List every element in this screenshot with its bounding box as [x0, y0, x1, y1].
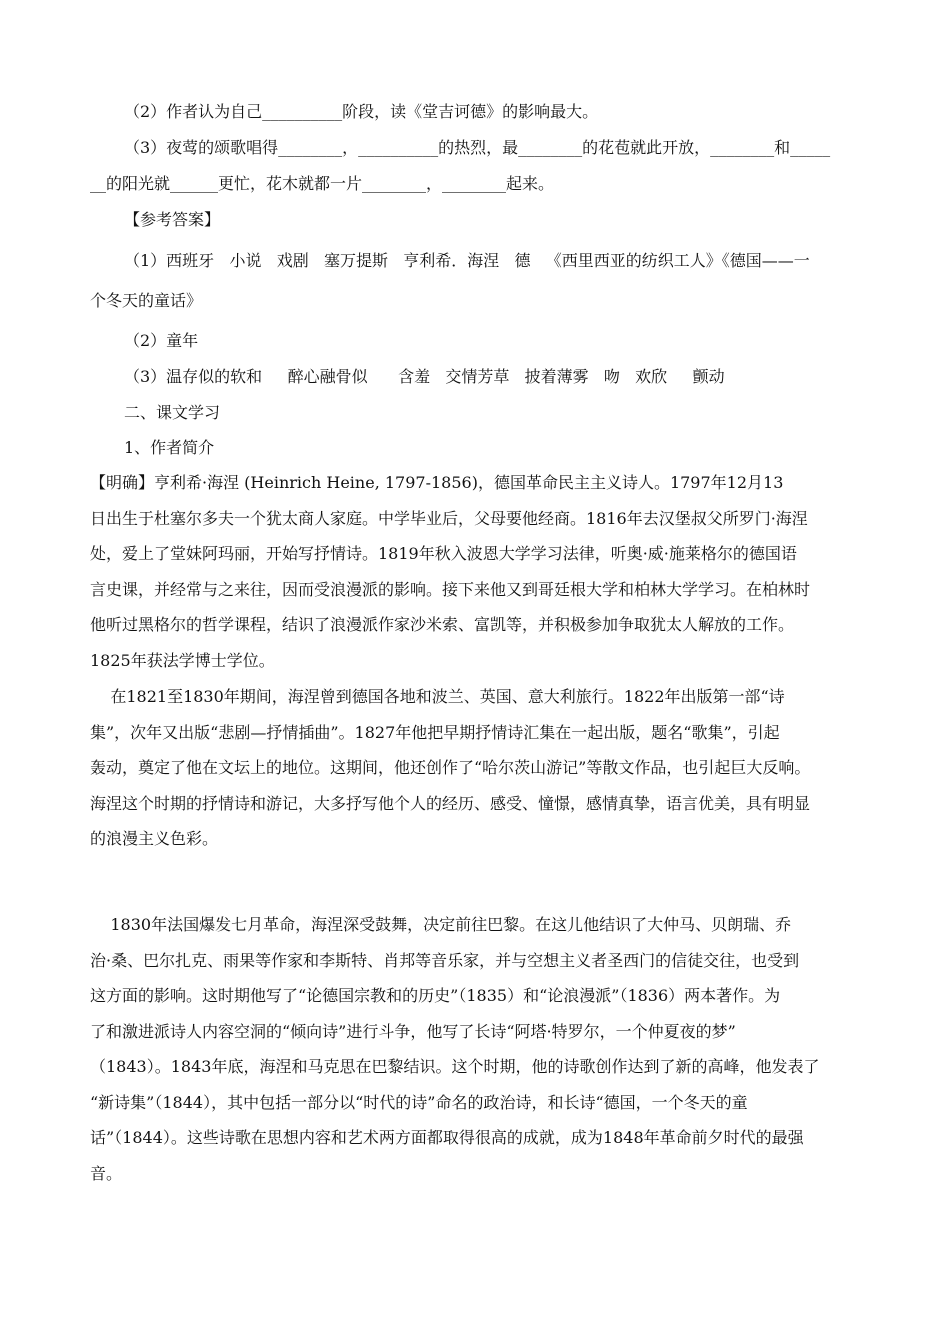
bio-p2-line: 在1821至1830年期间，海涅曾到德国各地和波兰、英国、意大利旅行。1822年出版第一部“诗	[90, 687, 785, 706]
answer-1-line-2: 个冬天的童话》	[90, 291, 203, 310]
section-subtitle: 1、作者简介	[124, 438, 215, 457]
bio-paragraph-2	[90, 679, 860, 857]
question-3-line-1: （3）夜莺的颂歌唱得________，__________的热烈，最________的花苞就此开放，________和_____	[124, 138, 831, 157]
bio-p1-line: 日出生于杜塞尔多夫一个犹太商人家庭。中学毕业后，父母要他经商。1816年去汉堡叔父所罗门·海涅	[90, 508, 808, 528]
bio-paragraph-1	[90, 465, 860, 678]
bio-p3-line: 这方面的影响。这时期他写了“论德国宗教和的历史”（1835）和“论浪漫派”（1836）两本著作。为	[90, 986, 781, 1005]
bio-p1-line: 处，爱上了堂妹阿玛丽，开始写抒情诗。1819年秋入波恩大学学习法律，听奥·威·施莱格尔的德国语	[90, 544, 797, 563]
bio-paragraph-3	[90, 907, 860, 1191]
bio-p2-line: 的浪漫主义色彩。	[90, 829, 219, 848]
bio-p1-line: 1825年获法学博士学位。	[90, 650, 275, 670]
bio-p3-line: 了和激进派诗人内容空洞的“倾向诗”进行斗争，他写了长诗“阿塔·特罗尔，一个仲夏夜的梦”	[90, 1021, 736, 1041]
bio-p1-line: 言史课，并经常与之来往，因而受浪漫派的影响。接下来他又到哥廷根大学和柏林大学学习。在柏林时	[90, 579, 811, 599]
bio-p1-line: 【明确】亨利希·海涅 (Heinrich Heine, 1797-1856)，德国革命民主主义诗人。1797年12月13	[90, 473, 784, 492]
answers-heading: 【参考答案】	[124, 210, 221, 229]
bio-p2-line: 海涅这个时期的抒情诗和游记，大多抒写他个人的经历、感受、憧憬，感情真挚，语言优美，具有明显	[90, 793, 811, 813]
bio-p3-line: 治·桑、巴尔扎克、雨果等作家和李斯特、肖邦等音乐家，并与空想主义者圣西门的信徒交往，也受到	[90, 950, 800, 970]
bio-p3-line: 话”（1844）。这些诗歌在思想内容和艺术两方面都取得很高的成就，成为1848年革命前夕时代的最强	[90, 1128, 804, 1147]
bio-p1-line: 他听过黑格尔的哲学课程，结识了浪漫派作家沙米索、富凯等，并积极参加争取犹太人解放的工作。	[90, 615, 795, 634]
bio-p3-line: “新诗集”（1844），其中包括一部分以“时代的诗”命名的政治诗，和长诗“德国，一个冬天的童	[90, 1092, 748, 1112]
question-2: （2）作者认为自己__________阶段，读《堂吉诃德》的影响最大。	[124, 102, 599, 121]
answer-3: （3）温存似的软和 醉心融骨似 含羞 交情芳草 披着薄雾 吻 欢欣 颤动	[124, 367, 725, 386]
bio-p3-line: （1843）。1843年底，海涅和马克思在巴黎结识。这个时期，他的诗歌创作达到了新的高峰，他发表了	[90, 1057, 820, 1076]
bio-p3-line: 1830年法国爆发七月革命，海涅深受鼓舞，决定前往巴黎。在这儿他结识了大仲马、贝朗瑞、乔	[90, 915, 792, 934]
answer-2: （2）童年	[124, 331, 199, 350]
bio-p2-line: 集”，次年又出版“悲剧—抒情插曲”。1827年他把早期抒情诗汇集在一起出版，题名“歌集”，引起	[90, 722, 780, 742]
answer-1-line-1: （1）西班牙 小说 戏剧 塞万提斯 亨利希．海涅 德 《西里西亚的纺织工人》《德国——一	[124, 251, 810, 270]
bio-p3-line: 音。	[90, 1163, 123, 1183]
bio-p2-line: 轰动，奠定了他在文坛上的地位。这期间，他还创作了“哈尔茨山游记”等散文作品，也引起巨大反响。	[90, 758, 811, 777]
section-title: 二、课文学习	[124, 403, 221, 422]
question-3-line-2: __的阳光就______更忙，花木就都一片________，________起来。	[90, 174, 555, 193]
